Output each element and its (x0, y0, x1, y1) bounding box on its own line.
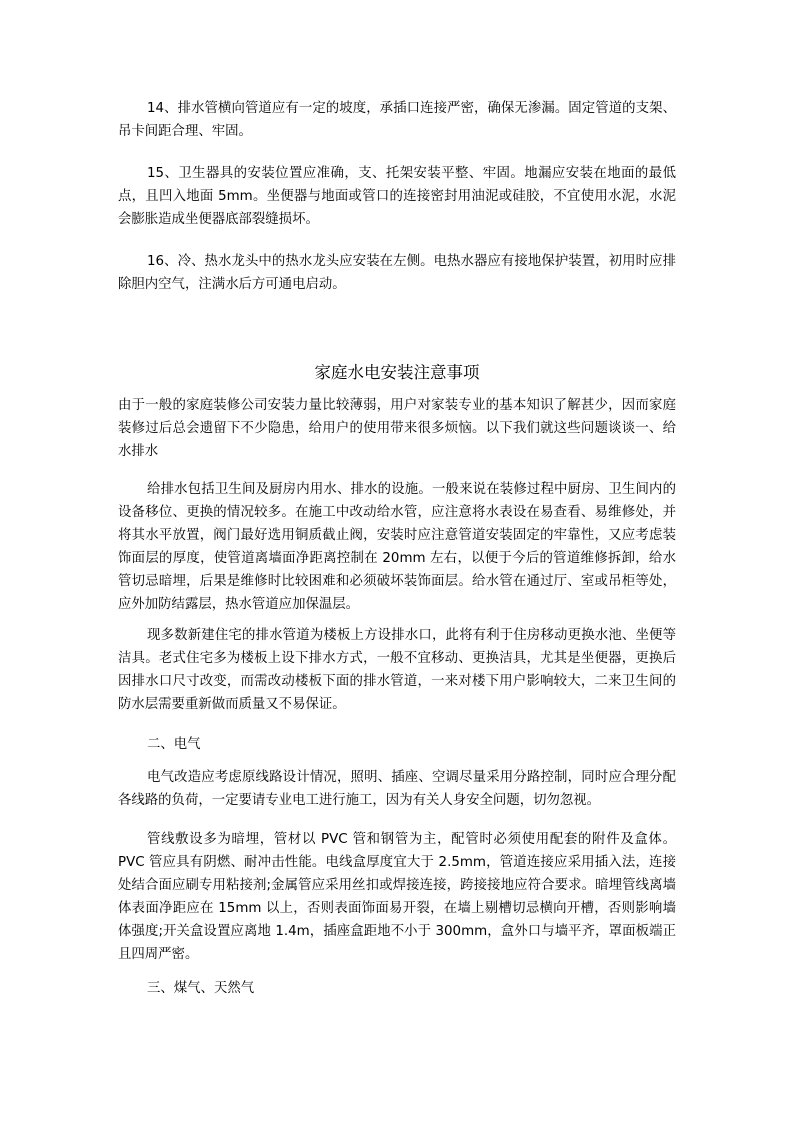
paragraph-item-14: 14、排水管横向管道应有一定的坡度，承插口连接严密，确保无渗漏。固定管道的支架、吊卡间距合理、牢固。 (118, 101, 676, 139)
electrical-paragraph-1: 电气改造应考虑原线路设计情况，照明、插座、空调尽量采用分路控制，同时应合理分配各线路的负荷，一定要请专业电工进行施工，因为有关人身安全问题，切勿忽视。 (118, 770, 676, 808)
electrical-paragraph-2: 管线敷设多为暗埋，管材以 PVC 管和钢管为主，配管时必须使用配套的附件及盒体。PVC 管应具有阴燃、耐冲击性能。电线盒厚度宜大于 2.5mm，管道连接应采用插入法，连接处结合面应刷专用粘接剂;金属管应采用丝扣或焊接连接，跨接接地应符合要求。暗埋管线离墙体表面净距应在 15mm 以上，否则表面饰面易开裂，在墙上剔槽切忌横向开槽，否则影响墙体强度;开关盒设置应离地 1.4m，插座盒距地不小于 300mm，盒外口与墙平齐，罩面板端正且四周严密。 (118, 832, 676, 962)
paragraph-item-15: 15、卫生器具的安装位置应准确，支、托架安装平整、牢固。地漏应安装在地面的最低点，且凹入地面 5mm。坐便器与地面或管口的连接密封用油泥或硅胶，不宜使用水泥，水泥会膨胀造成坐便器底部裂缝损坏。 (118, 166, 676, 227)
section-heading-electrical: 二、电气 (147, 737, 201, 752)
paragraph-item-16: 16、冷、热水龙头中的热水龙头应安装在左侧。电热水器应有接地保护装置，初用时应排除胆内空气，注满水后方可通电启动。 (118, 254, 676, 292)
water-supply-paragraph: 给排水包括卫生间及厨房内用水、排水的设施。一般来说在装修过程中厨房、卫生间内的设备移位、更换的情况较多。在施工中改动给水管，应注意将水表设在易查看、易维修处，并将其水平放置，阀门最好选用铜质截止阀，安装时应注意管道安装固定的牢靠性，又应考虑装饰面层的厚度，使管道离墙面净距离控制在 20mm 左右，以便于今后的管道维修拆卸，给水管切忌暗埋，后果是维修时比较困难和必须破坏装饰面层。给水管在通过厅、室或吊柜等处，应外加防结露层，热水管道应加保温层。 (118, 482, 676, 612)
drainage-paragraph: 现多数新建住宅的排水管道为楼板上方设排水口，此将有利于住房移动更换水池、坐便等洁具。老式住宅多为楼板上设下排水方式，一般不宜移动、更换洁具，尤其是坐便器，更换后因排水口尺寸改变，而需改动楼板下面的排水管道，一来对楼下用户影响较大，二来卫生间的防水层需要重新做而质量又不易保证。 (118, 628, 676, 712)
intro-paragraph: 由于一般的家庭装修公司安装力量比较薄弱，用户对家装专业的基本知识了解甚少，因而家庭装修过后总会遗留下不少隐患，给用户的使用带来很多烦恼。以下我们就这些问题谈谈一、给水排水 (118, 398, 676, 459)
document-title: 家庭水电安装注意事项 (314, 363, 480, 382)
section-heading-gas: 三、煤气、天然气 (147, 981, 255, 996)
